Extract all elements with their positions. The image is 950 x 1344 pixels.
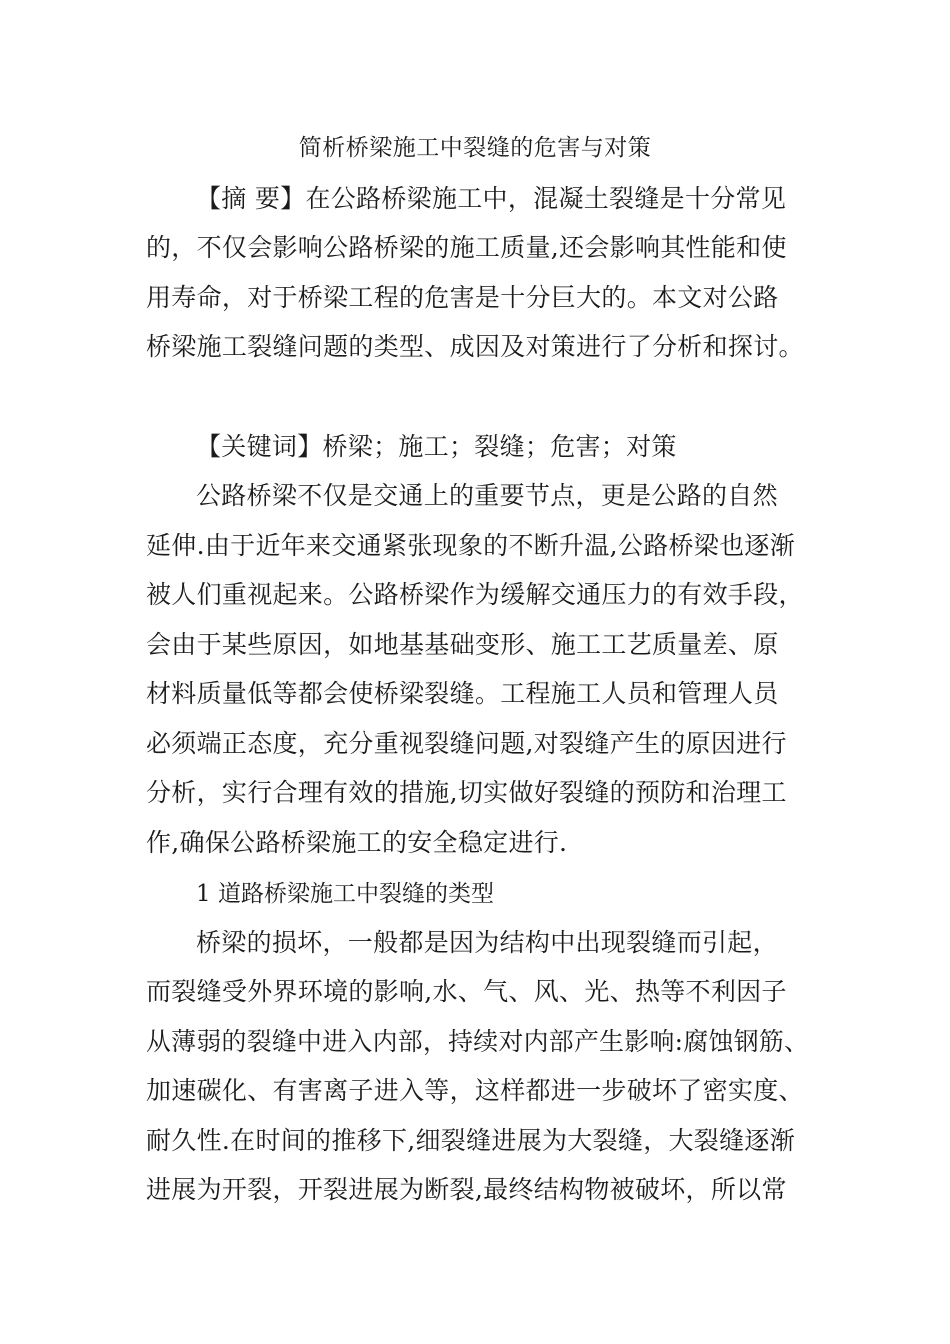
paragraph-line: 加速碳化、有害离子进入等，这样都进一步破坏了密实度、 <box>146 1076 804 1105</box>
paragraph-line: 会由于某些原因，如地基基础变形、施工工艺质量差、原 <box>146 630 779 659</box>
paragraph-line: 进展为开裂，开裂进展为断裂,最终结构物被破坏，所以常 <box>146 1175 787 1204</box>
abstract-line: 桥梁施工裂缝问题的类型、成因及对策进行了分析和探讨。 <box>146 332 804 361</box>
abstract-line: 用寿命，对于桥梁工程的危害是十分巨大的。本文对公路 <box>146 283 779 312</box>
paragraph-line: 作,确保公路桥梁施工的安全稳定进行. <box>146 828 568 857</box>
paragraph-line: 必须端正态度，充分重视裂缝问题,对裂缝产生的原因进行 <box>146 729 787 758</box>
paragraph-line: 耐久性.在时间的推移下,细裂缝进展为大裂缝，大裂缝逐渐 <box>146 1126 795 1155</box>
section-heading: 1 道路桥梁施工中裂缝的类型 <box>196 881 494 907</box>
paragraph-line: 材料质量低等都会使桥梁裂缝。工程施工人员和管理人员 <box>146 679 779 708</box>
paragraph-line: 分析，实行合理有效的措施,切实做好裂缝的预防和治理工 <box>146 778 787 807</box>
keywords-line: 【关键词】桥梁；施工；裂缝；危害；对策 <box>196 432 677 461</box>
abstract-line: 的，不仅会影响公路桥梁的施工质量,还会影响其性能和使 <box>146 233 787 262</box>
paragraph-line: 公路桥梁不仅是交通上的重要节点，更是公路的自然 <box>196 481 778 510</box>
document-title: 简析桥梁施工中裂缝的危害与对策 <box>298 135 652 161</box>
abstract-line: 【摘 要】在公路桥梁施工中，混凝土裂缝是十分常见 <box>196 184 787 213</box>
paragraph-line: 被人们重视起来。公路桥梁作为缓解交通压力的有效手段， <box>146 580 804 609</box>
paragraph-line: 桥梁的损坏，一般都是因为结构中出现裂缝而引起， <box>196 928 778 957</box>
paragraph-line: 从薄弱的裂缝中进入内部，持续对内部产生影响:腐蚀钢筋、 <box>146 1027 810 1056</box>
paragraph-line: 而裂缝受外界环境的影响,水、气、风、光、热等不利因子 <box>146 977 787 1006</box>
paragraph-line: 延伸.由于近年来交通紧张现象的不断升温,公路桥梁也逐渐 <box>146 531 795 560</box>
